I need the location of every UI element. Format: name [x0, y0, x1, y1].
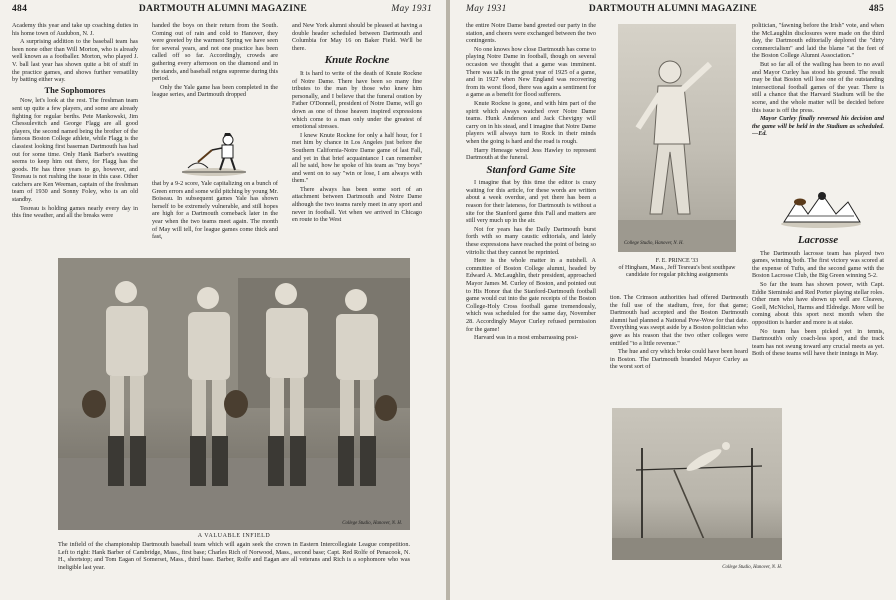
- paragraph: Not for years has the Daily Dartmouth burst forth with so many caustic editorials, and lately these expressions have reached the point of being so vitriolic that they cannot be reprinted.: [466, 225, 596, 256]
- right-column-1: [466, 22, 596, 392]
- paragraph: the entire Notre Dame band greeted our party in the station, and cheers were exchanged between the two contingents.: [466, 22, 596, 45]
- paragraph: Academy this year and take up coaching duties in his home town of Audubon, N. J.: [12, 22, 138, 37]
- paragraph: Only the Yale game has been completed in the league series, and Dartmouth dropped: [152, 83, 278, 99]
- left-page: [0, 0, 446, 600]
- right-column-3-top: [752, 22, 884, 182]
- infield-caption: [58, 533, 410, 571]
- right-column-3-bottom: [752, 232, 884, 402]
- paragraph: politician, "fawning before the Irish" vote, and when the McLaughlin disclosures were made on the third day, the Dartmouth editorially deplored the "dirty commercialism" and laid the blame "at the feet of the Boston College Alumni Association.": [752, 22, 884, 60]
- lacrosse-heading: Lacrosse: [797, 234, 839, 246]
- paragraph: The Dartmouth lacrosse team has played two games, winning both. The first victory was scored at the expense of Tufts, and the second game with the Boston Lacrosse Club, the Big Green winning 5-2.: [752, 249, 884, 280]
- page-number: 485: [868, 4, 884, 14]
- prince-photo-credit: College Studio, Hanover, N. H.: [624, 241, 684, 246]
- editor-note: Mayor Curley finally reversed his decision and the game will be held in the Stadium as scheduled.—Ed.: [752, 115, 884, 138]
- paragraph: Harry Heneage wired Jess Hawley to represent Dartmouth at the funeral.: [466, 146, 596, 162]
- infield-players-illustration: [58, 258, 410, 530]
- paragraph: There always has been some sort of an attachment between Dartmouth and Notre Dame although the two teams rarely meet in any sport and never in football. Yet when we arrived in Chicago en route to the West: [292, 185, 422, 224]
- paragraph: I knew Knute Rockne for only a half hour, for I met him by chance in Los Angeles just before the Southern California-Notre Dame game of last Fall, and yet in that brief acquaintance I can remember all he said, how he spoke of his team as "my boys" and went on to say "win or lose, I am always with them.": [292, 131, 422, 185]
- prince-photo: [618, 24, 736, 252]
- prince-caption-name: F. E. PRINCE '33: [655, 258, 699, 264]
- paragraph: Harvard was in a most embarrassing posi-: [474, 334, 579, 342]
- rockne-heading: Knute Rockne: [324, 54, 390, 67]
- issue-date: May 1931: [466, 4, 507, 14]
- paragraph: tion. The Crimson authorities had offered Dartmouth the full use of the stadium, free, for that game; Dartmouth had accepted and the Boston Dartmouth alumni had planned a National Pow-Wow for that date. Everything was swept aside by a Boston politician who gave as his reason that the two other colleges were entitled "to a little revenue.": [610, 294, 748, 347]
- left-column-2-top: [152, 22, 278, 126]
- infield-photo-credit: College Studio, Hanover, N. H.: [342, 521, 402, 526]
- paragraph: I imagine that by this time the editor is crazy waiting for this article, for these words are written about a week overdue, and yet there has been a reason for their lateness, for Dartmouth is without a site for the Stanford game this Fall and matters are still very much up in the air.: [466, 179, 596, 225]
- paragraph: Tesreau is holding games nearly every day in this fine weather, and all the breaks were: [12, 204, 138, 220]
- paragraph: Now, let's look at the rest. The freshman team sent up quite a few players, and some are already fighting for regular berths. Pete Mankowski, Jim Chessulevitch and George Flagg are all good players, the second named being the brother of the famous Boston College athlete, while Flagg is the classiest looking first baseman Dartmouth has had out for some time. Only Hank Barber's swatting seems to keep him out there, for Flagg has the goods. He has three years to go, however, and Tesreau is not rushing the issue in this case. Other catchers are Ken Weeman, captain of the freshman team of 1930 and Sonny Foley, who is an old standby.: [12, 97, 138, 204]
- paragraph: and New York alumni should be pleased at having a double header scheduled between Dartmouth and Columbia for May 16 on Baker Field. We'll be there.: [292, 22, 422, 52]
- page-number: 484: [12, 4, 28, 14]
- left-column-2-bottom: [152, 180, 278, 246]
- magazine-title: DARTMOUTH ALUMNI MAGAZINE: [588, 4, 758, 14]
- prince-caption-body: of Hingham, Mass., Jeff Tesreau's best southpaw candidate for regular pitching assignments: [618, 265, 736, 278]
- pole-vaulter-illustration: [612, 408, 782, 560]
- left-column-3: [292, 22, 422, 248]
- prince-caption: [612, 258, 742, 279]
- paragraph: It is hard to write of the death of Knute Rockne of Notre Dame. There have been so many fine tributes to the man by those who knew him personally, and I believe that the funeral oration by Father O'Donnell, president of Notre Dame, will go down as one of those heaven inspired expressions which come to a man only under the greatest of emotional stresses.: [292, 69, 422, 131]
- right-page-header: [450, 4, 896, 18]
- paragraph: No one knows how close Dartmouth has come to playing Notre Dame in football, though on several occasion we thought that a game was imminent. There was talk in the great year of 1925 of a game, and in 1927 when New England was recovering from its worst flood, there was again a sentiment for a game as a benefit for flood sufferers.: [466, 45, 596, 99]
- paragraph: But so far all of the wailing has been to no avail and Mayor Curley has stood his ground. The result may be that Boston will lose one of the outstanding intersectional football games of the year. There is still a chance that the Harvard Stadium will be the scene, and the whole matter will be decided before this issue is off the press.: [752, 60, 884, 114]
- stanford-heading: Stanford Game Site: [486, 163, 576, 176]
- infield-photo: [58, 258, 410, 530]
- paragraph: The hue and cry which broke could have been heard in Boston. The Dartmouth branded Mayor Curley as the worst sort of: [610, 348, 748, 371]
- magazine-title: DARTMOUTH ALUMNI MAGAZINE: [138, 4, 308, 14]
- right-column-2: [610, 294, 748, 394]
- sophomores-heading: The Sophomores: [44, 84, 106, 95]
- infield-caption-body: The infield of the championship Dartmouth baseball team which will again seek the crown in Eastern Intercollegiate League competition. Left to right: Hank Barber of Cambridge, Mass., first base; Charles Rich of Norwood, Mass., second base; Capt. Red Rolfe of Penacook, N. H., shortstop; and Tom Eagan of Somerset, Mass., third base. Barber, Rolfe and Eagan are all veterans and Rich is a sophomore who was ineligible last year.: [58, 541, 410, 571]
- paragraph: Knute Rockne is gone, and with him part of the spirit which always watched over Notre Dame teams. Hunk Anderson and Jack Chevigny will carry on in his stead, and I imagine that Notre Dame players will always turn to Rock in their minds when the going is hard and the road is rough.: [466, 99, 596, 145]
- right-page: [450, 0, 896, 600]
- issue-date: May 1931: [391, 4, 432, 14]
- infield-caption-title: A VALUABLE INFIELD: [197, 533, 271, 539]
- paragraph: that by a 9-2 score, Yale capitalizing on a bunch of Green errors and some wild pitching by young Mr. Boiseau. In subsequent games Yale has shown herself to be extremely vulnerable, and still hopes are high for a Dartmouth comeback later in the year when the two teams meet again. The month of May will tell, for league games come thick and fast,: [152, 180, 278, 241]
- paragraph: Here is the whole matter in a nutshell. A committee of Boston College alumni, headed by Edward A. McLaughlin, their president, approached Mayor James M. Curley of Boston, and pointed out to His Honor that the Stanford-Dartmouth football game would cut into the gate receipts of the Boston College-Holy Cross football game tremendously, which was scheduled for the same day, November 28. Accordingly Mayor Curley refused permission for the game!: [466, 257, 596, 333]
- pole-vault-photo: [612, 408, 782, 560]
- football-cartoon: [778, 186, 864, 230]
- pitcher-illustration: [618, 24, 736, 252]
- baseball-player-cartoon: [178, 128, 250, 178]
- paragraph: No team has been picked yet in tennis, Dartmouth's only coach-less sport, and the track team has not swung toward any crucial meets as yet. Both of these teams will have their innings in May.: [752, 327, 884, 358]
- pole-vault-photo-credit: College Studio, Hanover, N. H.: [722, 565, 782, 570]
- paragraph: A surprising addition to the baseball team has been none other than Will Morton, who is already well known as a footballer. Morton, who played J. V. ball last year has shown quite a bit of stuff in the practice games, and shows further versatility by batting either way.: [12, 38, 138, 84]
- paragraph: handed the boys on their return from the South. Coming out of rain and cold to Hanover, they were greeted by the warmest Spring we have seen for several years, and not one practice has been called off so far. Accordingly, crowds are gathering every afternoon on the diamond and in the stands, and baseball reigns supreme during this period.: [152, 22, 278, 83]
- left-page-header: [0, 4, 446, 18]
- paragraph: So far the team has shown power, with Capt. Eddie Sieminski and Red Porter playing stellar roles. Other men who have shown up well are Cleaves, Goell, McNichol, Harms and Eldredge. More will be coming about this sport next month when the opposition is harder and more is at stake.: [752, 280, 884, 326]
- left-column-1: [12, 22, 138, 254]
